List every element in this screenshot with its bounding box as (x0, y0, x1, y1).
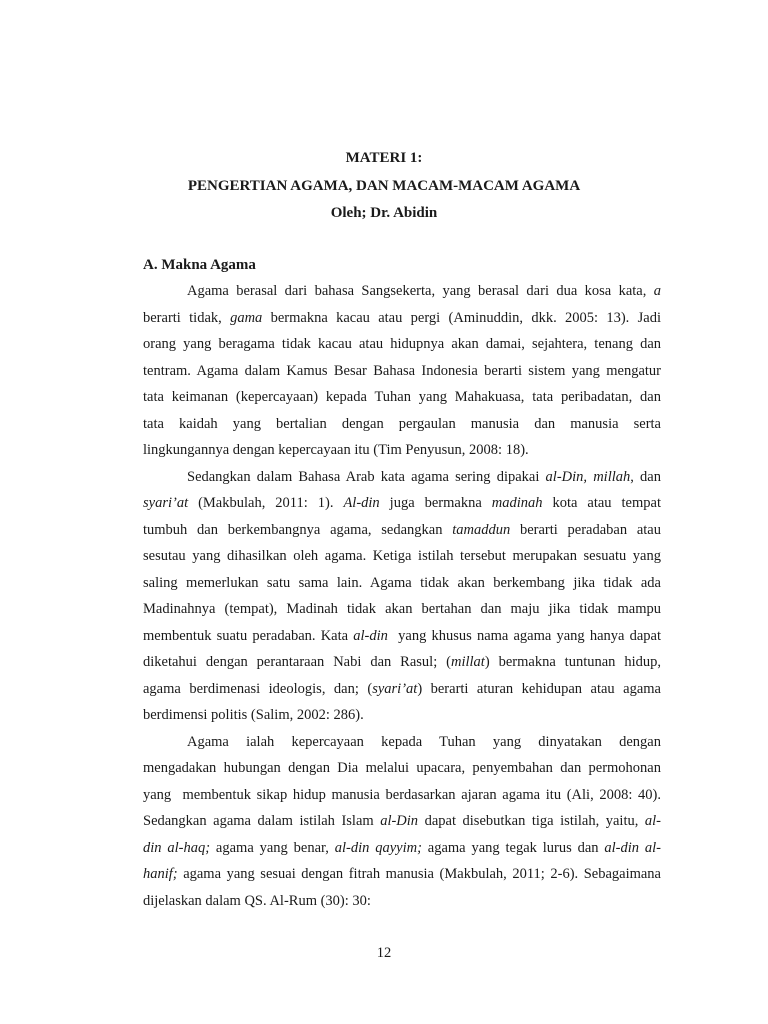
text-run: yang membentuk sikap hidup manusia berdasarkan ajaran agama itu (Ali, 2008: 40). (143, 786, 661, 803)
text-run: berarti peradaban atau (510, 521, 661, 538)
text-line (187, 467, 661, 487)
text-run: ) bermakna tuntunan hidup, (484, 654, 662, 670)
italic-term: hanif; (143, 866, 178, 882)
text-run: diketahui dengan perantaraan Nabi dan Rasul; ( (143, 654, 451, 670)
text-run: dijelaskan dalam QS. Al-Rum (30): 30: (143, 892, 371, 909)
text-run: Sedangkan agama dalam istilah Islam (143, 813, 381, 829)
italic-term: al- (644, 813, 662, 829)
text-line (143, 414, 661, 434)
text-run: sesutau yang dihasilkan oleh agama. Ketiga istilah tersebut merupakan sesuatu yang (143, 548, 661, 564)
text-line (143, 493, 661, 513)
text-run: orang yang beragama tidak kacau atau hidupnya akan damai, sejahtera, tenang dan (143, 336, 661, 352)
text-run: Sedangkan dalam Bahasa Arab kata agama sering dipakai (187, 468, 546, 485)
italic-term: syari’at (372, 680, 418, 697)
text-line (187, 281, 661, 301)
page-number: 12 (376, 945, 392, 961)
text-run: dapat disebutkan tiga istilah, yaitu, (418, 813, 645, 829)
text-run: mengadakan hubungan dengan Dia melalui upacara, penyembahan dan permohonan (143, 760, 661, 776)
italic-term: tamaddun (452, 521, 511, 538)
text-run: agama yang tegak lurus dan (421, 839, 605, 856)
italic-term: al-Din, millah (545, 468, 631, 485)
italic-term: al-din (353, 627, 388, 644)
text-line (143, 361, 661, 381)
text-run: tentram. Agama dalam Kamus Besar Bahasa Indonesia berarti sistem yang mengatur (143, 362, 661, 379)
text-run: tata kaidah yang bertalian dengan pergaulan manusia dan manusia serta (143, 415, 661, 432)
text-run: Agama berasal dari bahasa Sangsekerta, yang berasal dari dua kosa kata, (187, 283, 654, 299)
italic-term: madinah (491, 495, 543, 511)
text-run: , dan (630, 468, 661, 485)
text-run: Madinahnya (tempat), Madinah tidak akan bertahan dan maju jika tidak mampu (143, 601, 661, 617)
document-title: PENGERTIAN AGAMA, DAN MACAM-MACAM AGAMA (187, 178, 581, 194)
text-run: tumbuh dan berkembangnya agama, sedangkan (143, 521, 453, 538)
text-line (143, 440, 661, 460)
text-line (143, 785, 661, 805)
text-line (143, 758, 661, 778)
text-run: (Makbulah, 2011: 1). (188, 495, 344, 511)
text-run: berarti tidak, (143, 309, 231, 326)
text-run: membentuk suatu peradaban. Kata (143, 627, 354, 644)
text-line (143, 573, 661, 593)
text-run: Agama ialah kepercayaan kepada Tuhan yang dinyatakan dengan (187, 733, 661, 750)
text-line (143, 679, 661, 699)
text-line (187, 732, 661, 752)
text-run: bermakna kacau atau pergi (Aminuddin, dkk. 2005: 13). Jadi (262, 309, 661, 326)
text-run: kota atau tempat (542, 495, 661, 511)
text-line (143, 652, 661, 672)
text-line (143, 546, 661, 566)
italic-term: din al-haq; (143, 839, 211, 856)
author-line: Oleh; Dr. Abidin (330, 205, 438, 221)
text-line (143, 308, 661, 328)
italic-term: al-din al- (604, 839, 661, 856)
text-run: saling memerlukan satu sama lain. Agama tidak akan berkembang jika tidak ada (143, 574, 661, 591)
text-line (143, 520, 661, 540)
section-heading: A. Makna Agama (143, 257, 256, 273)
text-run: agama yang benar, (210, 839, 335, 856)
text-line (143, 626, 661, 646)
italic-term: gama (230, 309, 263, 326)
italic-term: syari’at (143, 495, 189, 511)
text-line (143, 811, 661, 831)
text-run: lingkungannya dengan kepercayaan itu (Tim Penyusun, 2008: 18). (143, 442, 529, 458)
italic-term: a (653, 283, 661, 299)
italic-term: al-din qayyim; (334, 839, 422, 856)
italic-term: al-Din (380, 813, 419, 829)
text-line (143, 334, 661, 354)
text-run: agama berdimenasi ideologis, dan; ( (143, 680, 373, 697)
text-line (143, 838, 661, 858)
text-run: agama yang sesuai dengan fitrah manusia (Makbulah, 2011; 2-6). Sebagaimana (177, 866, 661, 882)
text-run: berdimensi politis (Salim, 2002: 286). (143, 707, 364, 723)
text-run: yang khusus nama agama yang hanya dapat (387, 627, 661, 644)
text-line (143, 705, 661, 725)
italic-term: Al-din (343, 495, 380, 511)
text-line (143, 599, 661, 619)
italic-term: millat (451, 654, 485, 670)
text-run: tata keimanan (kepercayaan) kepada Tuhan yang Mahakuasa, tata peribadatan, dan (143, 389, 661, 405)
text-run: juga bermakna (379, 495, 492, 511)
text-line (143, 891, 661, 911)
text-line (143, 864, 661, 884)
material-label: MATERI 1: (345, 150, 423, 166)
text-run: ) berarti aturan kehidupan atau agama (417, 680, 661, 697)
text-line (143, 387, 661, 407)
